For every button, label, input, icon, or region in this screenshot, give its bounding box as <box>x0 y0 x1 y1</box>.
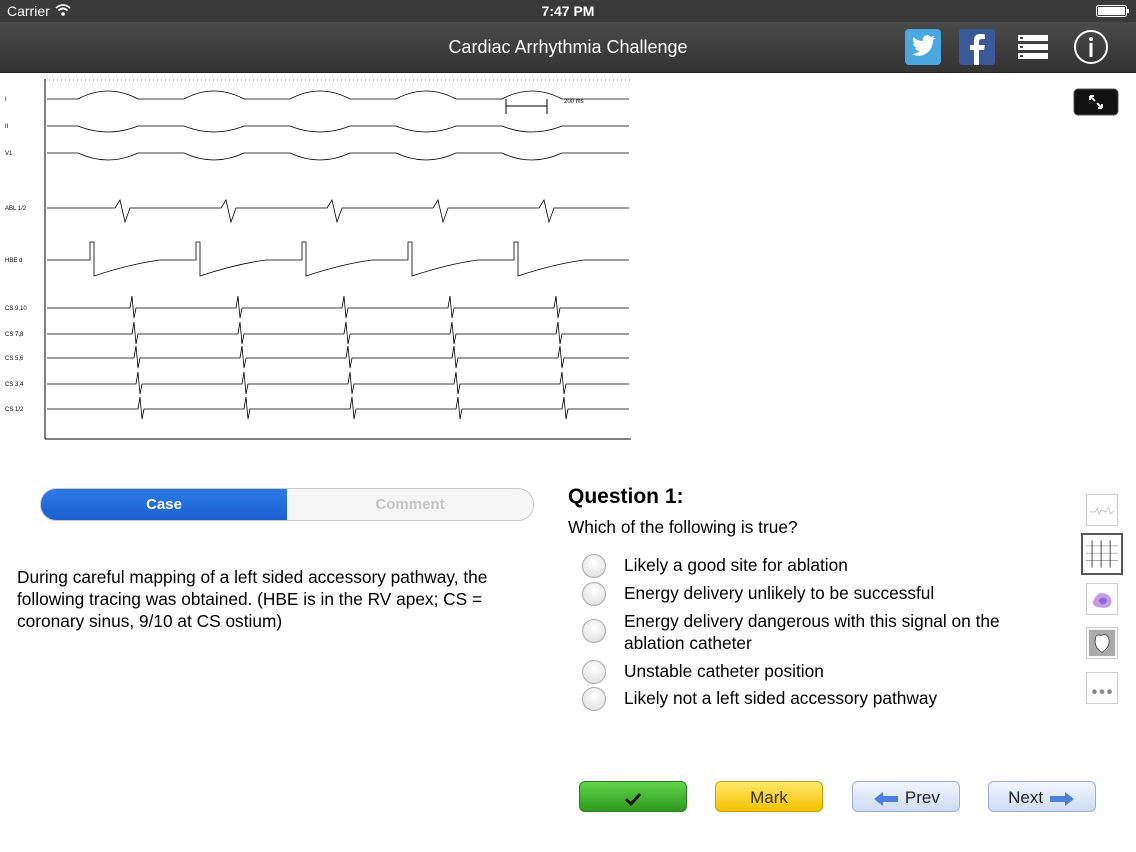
channel-label: CS 9,10 <box>5 306 27 312</box>
left-arrow-icon <box>872 791 900 807</box>
answer-label: Unstable catheter position <box>624 661 824 681</box>
tab-comment[interactable]: Comment <box>287 489 533 520</box>
info-icon[interactable] <box>1072 28 1110 66</box>
channel-label: CS 5,6 <box>5 356 24 362</box>
battery-icon <box>1096 5 1130 17</box>
thumbnail-ecg-selected[interactable] <box>1081 533 1123 575</box>
channel-label: CS 3,4 <box>5 382 24 388</box>
question-title: Question 1: <box>568 485 684 508</box>
facebook-icon[interactable] <box>958 28 996 66</box>
tab-case[interactable]: Case <box>41 489 287 520</box>
answer-label: Likely a good site for ablation <box>624 555 848 575</box>
channel-label: V1 <box>5 151 13 157</box>
radio-button[interactable] <box>582 554 606 578</box>
twitter-icon[interactable] <box>904 28 942 66</box>
channel-label: ABL 1/2 <box>5 206 27 212</box>
question-text: Which of the following is true? <box>568 517 798 537</box>
mark-button[interactable]: Mark <box>715 781 823 812</box>
thumbnail-heart[interactable] <box>1086 627 1118 659</box>
channel-label: HBE d <box>5 258 23 264</box>
check-answer-button[interactable] <box>579 781 687 812</box>
answer-label: Likely not a left sided accessory pathway <box>624 688 938 708</box>
ecg-tracing <box>0 74 640 449</box>
clock: 7:47 PM <box>541 3 595 19</box>
answer-label: Energy delivery dangerous with this signal on the ablation catheter <box>624 611 1000 653</box>
thumbnail-map[interactable] <box>1086 583 1118 615</box>
thumbnail-ecg-faint[interactable] <box>1086 494 1118 526</box>
channel-label: CS 1/2 <box>5 407 24 413</box>
channel-label: I <box>5 97 7 103</box>
radio-button[interactable] <box>582 687 606 711</box>
checkmark-icon <box>623 791 643 807</box>
expand-icon[interactable] <box>1073 88 1119 118</box>
app-title: Cardiac Arrhythmia Challenge <box>448 37 688 57</box>
answer-option[interactable] <box>582 582 1042 604</box>
answer-option[interactable] <box>582 687 1042 709</box>
case-description: During careful mapping of a left sided accessory pathway, the following tracing was obtained. (HBE is in the RV apex; CS = coronary sinus, 9/10 at CS ostium) <box>17 567 488 631</box>
answer-option[interactable] <box>582 610 1042 654</box>
next-button[interactable] <box>988 781 1096 812</box>
channel-label: CS 7,8 <box>5 332 24 338</box>
radio-button[interactable] <box>582 660 606 684</box>
answer-option[interactable] <box>582 660 1042 682</box>
channel-label: II <box>5 124 9 130</box>
answer-option[interactable] <box>582 554 1042 576</box>
case-comment-toggle <box>40 488 534 521</box>
prev-button[interactable] <box>852 781 960 812</box>
status-bar <box>0 0 1136 22</box>
next-label: Next <box>1008 788 1044 807</box>
radio-button[interactable] <box>582 582 606 606</box>
radio-button[interactable] <box>582 619 606 643</box>
carrier-label: Carrier <box>7 3 50 19</box>
nav-bar <box>0 22 1136 73</box>
prev-label: Prev <box>904 788 940 807</box>
scale-label: 200 ms <box>564 99 584 105</box>
more-icon[interactable] <box>1086 672 1118 704</box>
menu-list-icon[interactable] <box>1014 28 1052 66</box>
right-arrow-icon <box>1048 791 1076 807</box>
answer-label: Energy delivery unlikely to be successful <box>624 583 935 603</box>
